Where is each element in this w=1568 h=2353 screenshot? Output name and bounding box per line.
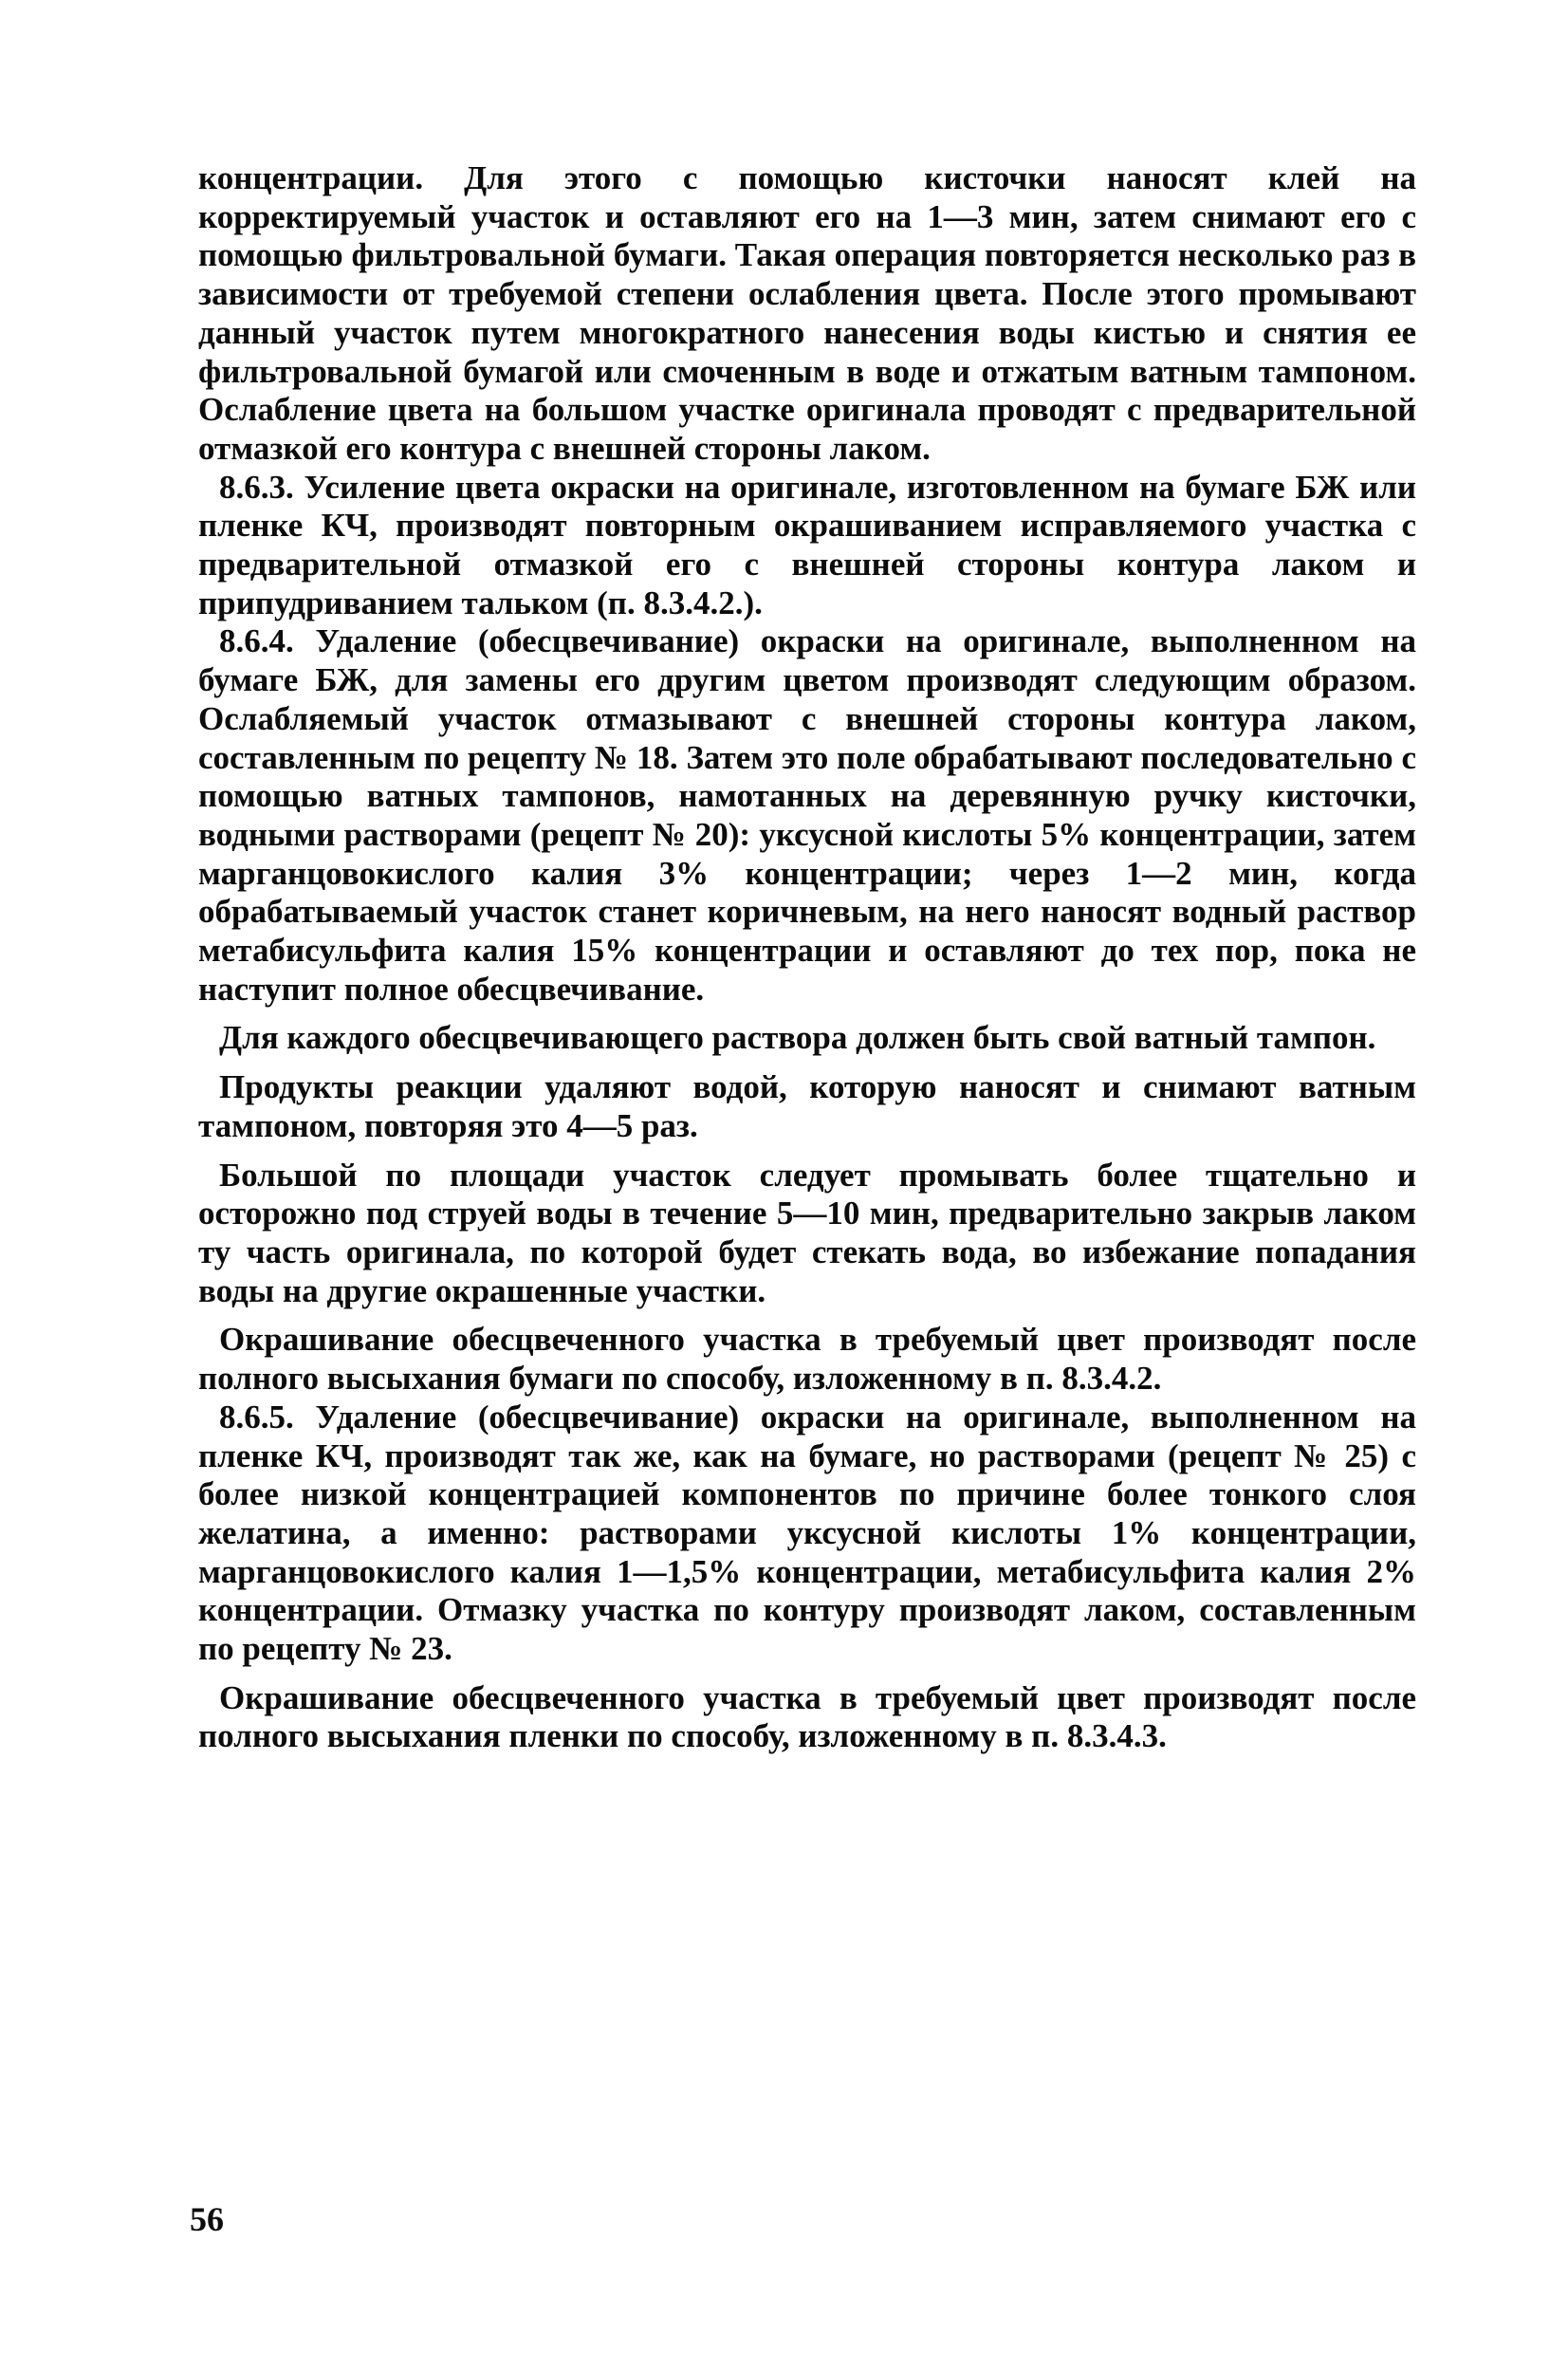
paragraph-8-6-3: 8.6.3. Усиление цвета окраски на оригинале, изготовленном на бумаге БЖ или пленке КЧ, производят повторным окрашиванием исправляемого участка с предварительной отмазкой его с внешней стороны контура лаком и припудриванием тальком (п. 8.3.4.2.). [198, 468, 1416, 621]
paragraph-8-6-4: 8.6.4. Удаление (обесцвечивание) окраски на оригинале, выполненном на бумаге БЖ, для замены его другим цветом производят следующим образом. Ослабляемый участок отмазывают с внешней стороны контура лаком, составленным по рецепту № 18. Затем это поле обрабатывают последовательно с помощью ватных тампонов, намотанных на деревянную ручку кисточки, водными растворами (рецепт № 20): уксусной кислоты 5% концентрации, затем марганцовокислого калия 3% концентрации; через 1—2 мин, когда обрабатываемый участок станет коричневым, на него наносят водный раствор метабисульфита калия 15% концентрации и оставляют до тех пор, пока не наступит полное обесцвечивание. [198, 622, 1416, 1008]
paragraph-paper-coloring: Окрашивание обесцвеченного участка в требуемый цвет производят после полного высыхания бумаги по способу, изложенному в п. 8.3.4.2. [198, 1321, 1416, 1398]
body-text [198, 159, 1416, 1756]
paragraph-8-6-5: 8.6.5. Удаление (обесцвечивание) окраски на оригинале, выполненном на пленке КЧ, производят так же, как на бумаге, но растворами (рецепт № 25) с более низкой концентрацией компонентов по причине более тонкого слоя желатина, а именно: растворами уксусной кислоты 1% концентрации, марганцовокислого калия 1—1,5% концентрации, метабисульфита калия 2% концентрации. Отмазку участка по контуру производят лаком, составленным по рецепту № 23. [198, 1398, 1416, 1668]
paragraph-tampon: Для каждого обесцвечивающего раствора должен быть свой ватный тампон. [219, 1019, 1376, 1057]
paragraph-film-coloring: Окрашивание обесцвеченного участка в требуемый цвет производят после полного высыхания пленки по способу, изложенному в п. 8.3.4.3. [198, 1678, 1416, 1755]
paragraph-large-area: Большой по площади участок следует промывать более тщательно и осторожно под струей воды в течение 5—10 мин, предварительно закрыв лаком ту часть оригинала, по которой будет стекать вода, во избежание попадания воды на другие окрашенные участки. [198, 1156, 1416, 1309]
page-number: 56 [190, 2200, 224, 2238]
paragraph-reaction-products: Продукты реакции удаляют водой, которую наносят и снимают ватным тампоном, повторяя это 4—5 раз. [198, 1068, 1416, 1144]
paragraph-continuation: концентрации. Для этого с помощью кисточки наносят клей на корректируемый участок и оставляют его на 1—3 мин, затем снимают его с помощью фильтровальной бумаги. Такая операция повторяется несколько раз в зависимости от требуемой степени ослабления цвета. После этого промывают данный участок путем многократного нанесения воды кистью и снятия ее фильтровальной бумагой или смоченным в воде и отжатым ватным тампоном. Ослабление цвета на большом участке оригинала проводят с предварительной отмазкой его контура с внешней стороны лаком. [198, 159, 1416, 467]
